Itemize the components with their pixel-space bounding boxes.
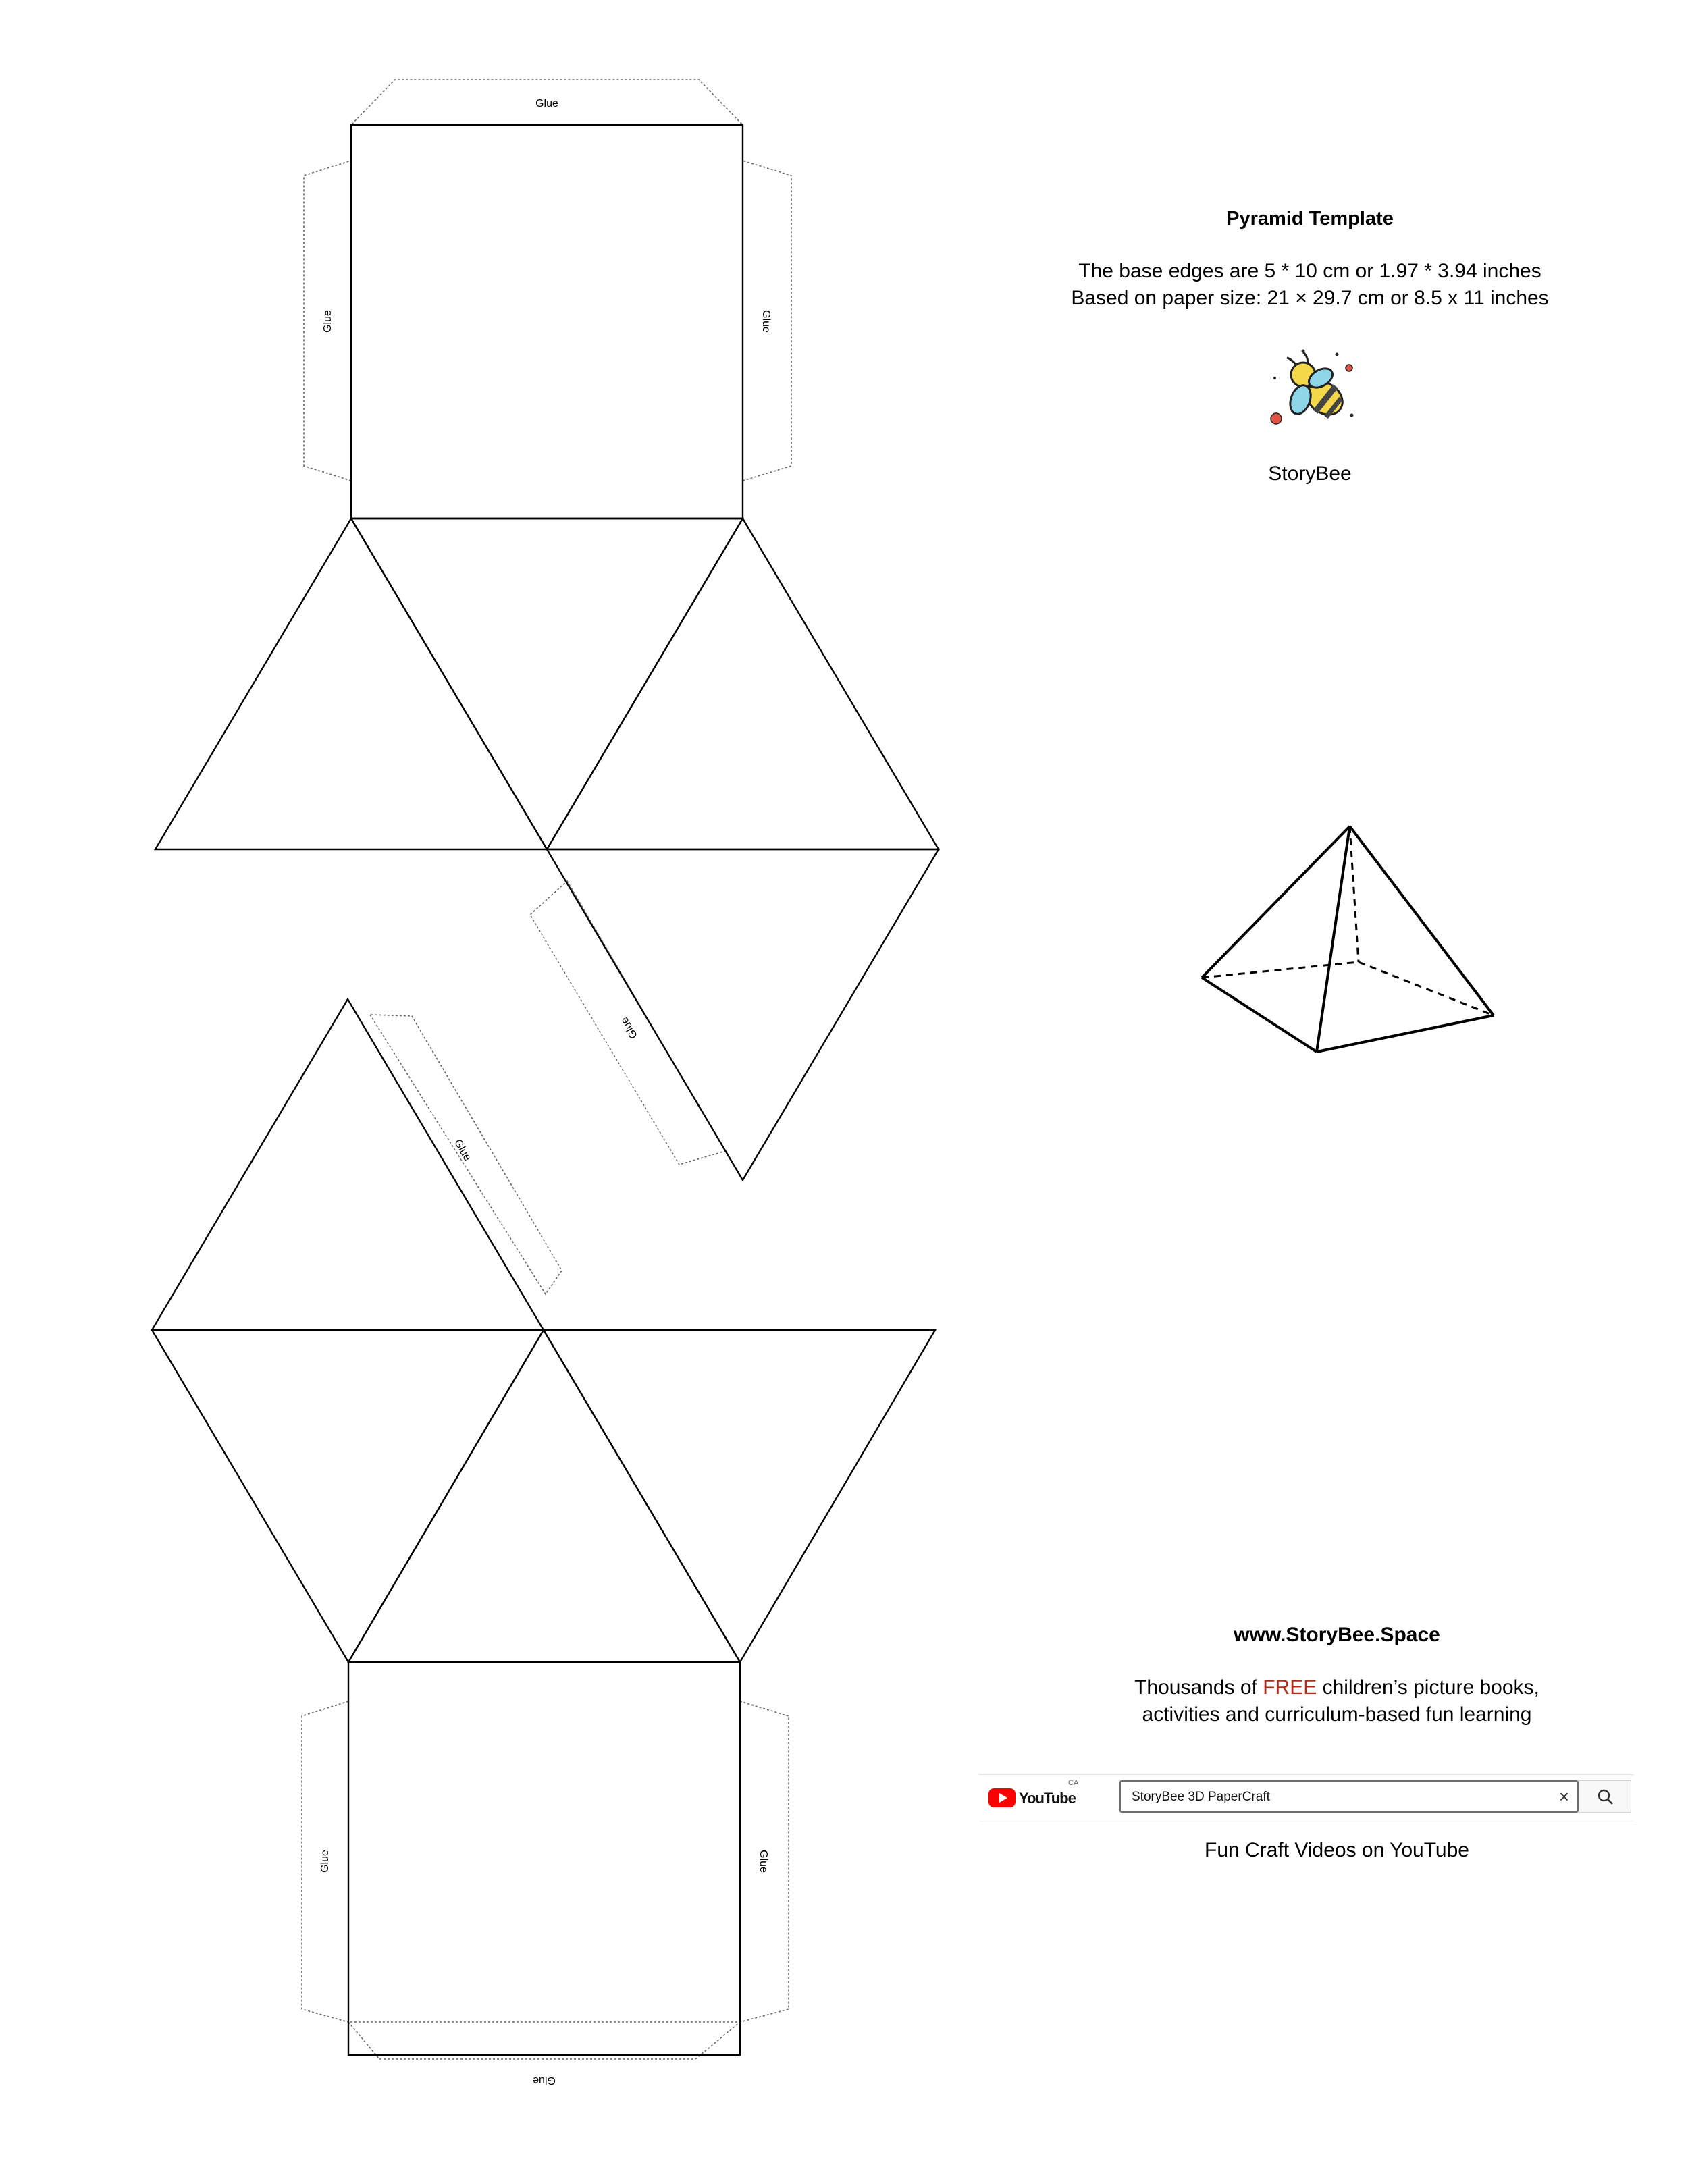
page-title: Pyramid Template (1226, 208, 1394, 230)
glue-label-bottom: Glue (533, 2075, 556, 2086)
tagline-after: children’s picture books, (1317, 1676, 1539, 1699)
bee-icon (1269, 344, 1364, 439)
triangle-face-lower-right (547, 849, 939, 1180)
pyramid-icon (1202, 810, 1512, 1067)
youtube-logo-text: YouTube (1019, 1790, 1076, 1807)
paper-size-text: Based on paper size: 21 × 29.7 cm or 8.5 x 11 inches (1071, 287, 1549, 309)
youtube-search-button[interactable] (1579, 1780, 1631, 1813)
videos-caption: Fun Craft Videos on YouTube (1205, 1839, 1469, 1861)
glue-label-left-lower: Glue (319, 1850, 331, 1873)
glue-label-right-lower: Glue (758, 1850, 769, 1873)
youtube-search-bar (979, 1774, 1634, 1821)
glue-tab-bottom (348, 2022, 740, 2059)
triangle-face-left (155, 518, 547, 849)
search-icon (1597, 1788, 1614, 1806)
glue-label-right-upper: Glue (760, 310, 772, 333)
triangle-face-lower-left (152, 1330, 544, 1662)
youtube-search-input[interactable] (1119, 1780, 1579, 1813)
triangle-face-top (152, 999, 544, 1330)
close-icon[interactable]: × (1558, 1786, 1569, 1807)
triangle-face-right (547, 518, 939, 849)
free-highlight: FREE (1263, 1676, 1317, 1699)
website-link[interactable]: www.StoryBee.Space (1234, 1624, 1440, 1646)
search-query-text: StoryBee 3D PaperCraft (1132, 1790, 1270, 1804)
glue-label-left-upper: Glue (322, 310, 334, 333)
glue-label-upper-left-triangle: Glue (452, 1137, 473, 1163)
triangle-face-lower-center (348, 1330, 740, 1662)
brand-name: StoryBee (1268, 462, 1352, 485)
youtube-logo-icon[interactable] (988, 1787, 1076, 1809)
glue-label-top: Glue (535, 98, 558, 109)
promo-tagline (1026, 1674, 1647, 1728)
square-base-lower (348, 1662, 740, 2055)
template-description (1026, 258, 1593, 312)
tagline-line-2: activities and curriculum-based fun learning (1142, 1703, 1532, 1726)
triangle-face-lower-far-right (544, 1330, 935, 1662)
triangle-face-center (351, 518, 743, 849)
square-base-upper (351, 125, 743, 518)
base-edges-text: The base edges are 5 * 10 cm or 1.97 * 3.94 inches (1078, 260, 1541, 282)
glue-label-right-triangle: Glue (618, 1015, 640, 1041)
tagline-before: Thousands of (1134, 1676, 1263, 1699)
youtube-country-code: CA (1068, 1779, 1079, 1787)
tagline-line-1 (1026, 1674, 1647, 1701)
